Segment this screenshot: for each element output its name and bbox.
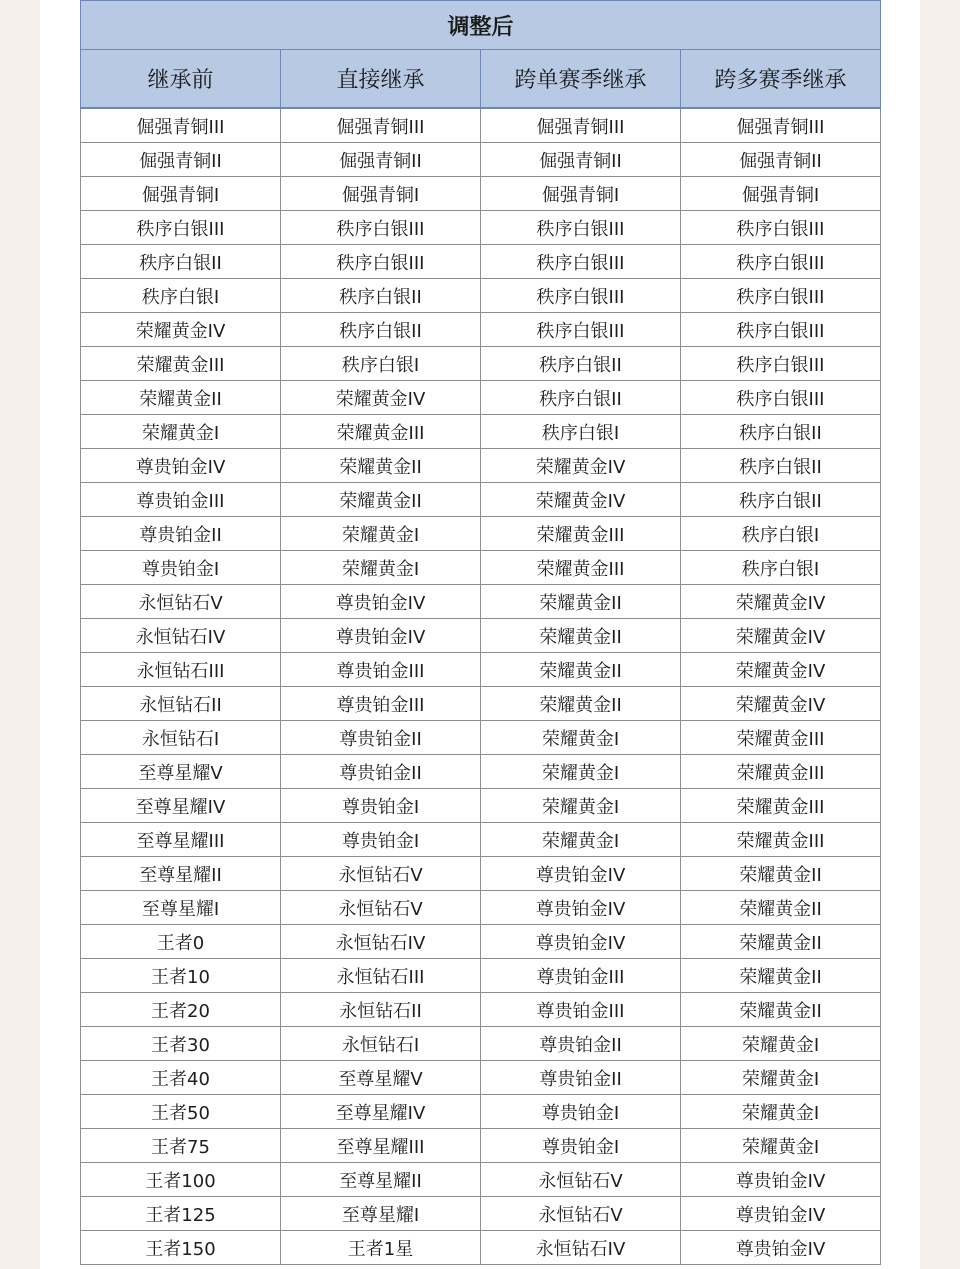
cell-single-season: 尊贵铂金III (481, 959, 681, 993)
cell-before: 尊贵铂金IV (81, 449, 281, 483)
table-row (81, 653, 881, 687)
cell-single-season: 倔强青铜III (481, 108, 681, 143)
cell-before: 倔强青铜I (81, 177, 281, 211)
table-row (81, 619, 881, 653)
cell-multi-season: 秩序白银II (681, 415, 881, 449)
table-row (81, 925, 881, 959)
cell-single-season: 荣耀黄金I (481, 789, 681, 823)
table-row (81, 993, 881, 1027)
cell-direct: 至尊星耀II (281, 1163, 481, 1197)
cell-single-season: 倔强青铜II (481, 143, 681, 177)
cell-single-season: 荣耀黄金I (481, 721, 681, 755)
cell-before: 至尊星耀V (81, 755, 281, 789)
cell-before: 秩序白银I (81, 279, 281, 313)
cell-multi-season: 荣耀黄金I (681, 1061, 881, 1095)
table-row (81, 721, 881, 755)
cell-multi-season: 秩序白银III (681, 381, 881, 415)
cell-single-season: 尊贵铂金I (481, 1095, 681, 1129)
table-body (81, 108, 881, 1265)
cell-single-season: 荣耀黄金III (481, 517, 681, 551)
table-row (81, 245, 881, 279)
cell-multi-season: 荣耀黄金I (681, 1095, 881, 1129)
column-header-single-season: 跨单赛季继承 (481, 50, 681, 109)
cell-multi-season: 荣耀黄金III (681, 721, 881, 755)
cell-direct: 至尊星耀IV (281, 1095, 481, 1129)
cell-before: 至尊星耀I (81, 891, 281, 925)
cell-direct: 永恒钻石III (281, 959, 481, 993)
table-row (81, 313, 881, 347)
cell-before: 永恒钻石IV (81, 619, 281, 653)
table-row (81, 1129, 881, 1163)
cell-multi-season: 秩序白银II (681, 449, 881, 483)
cell-single-season: 永恒钻石V (481, 1197, 681, 1231)
cell-single-season: 荣耀黄金II (481, 585, 681, 619)
cell-single-season: 荣耀黄金II (481, 619, 681, 653)
table-row (81, 1231, 881, 1265)
table-row (81, 585, 881, 619)
cell-direct: 荣耀黄金II (281, 483, 481, 517)
cell-single-season: 倔强青铜I (481, 177, 681, 211)
cell-direct: 尊贵铂金I (281, 823, 481, 857)
cell-multi-season: 秩序白银I (681, 517, 881, 551)
cell-direct: 秩序白银I (281, 347, 481, 381)
cell-direct: 永恒钻石V (281, 857, 481, 891)
cell-multi-season: 倔强青铜II (681, 143, 881, 177)
cell-multi-season: 倔强青铜III (681, 108, 881, 143)
cell-direct: 倔强青铜III (281, 108, 481, 143)
cell-single-season: 秩序白银III (481, 279, 681, 313)
table-row (81, 1027, 881, 1061)
cell-before: 王者150 (81, 1231, 281, 1265)
table-row (81, 108, 881, 143)
cell-direct: 倔强青铜I (281, 177, 481, 211)
cell-direct: 荣耀黄金I (281, 551, 481, 585)
table-row (81, 823, 881, 857)
cell-before: 荣耀黄金I (81, 415, 281, 449)
table-row (81, 857, 881, 891)
cell-before: 王者40 (81, 1061, 281, 1095)
cell-before: 永恒钻石III (81, 653, 281, 687)
cell-multi-season: 秩序白银III (681, 313, 881, 347)
cell-direct: 永恒钻石I (281, 1027, 481, 1061)
cell-before: 倔强青铜II (81, 143, 281, 177)
table-row (81, 1163, 881, 1197)
cell-direct: 尊贵铂金III (281, 687, 481, 721)
cell-before: 尊贵铂金III (81, 483, 281, 517)
cell-single-season: 尊贵铂金IV (481, 891, 681, 925)
table-row (81, 959, 881, 993)
cell-direct: 尊贵铂金III (281, 653, 481, 687)
table-title: 调整后 (81, 1, 881, 50)
cell-before: 尊贵铂金I (81, 551, 281, 585)
cell-multi-season: 尊贵铂金IV (681, 1163, 881, 1197)
cell-single-season: 荣耀黄金III (481, 551, 681, 585)
cell-direct: 尊贵铂金I (281, 789, 481, 823)
title-row (81, 1, 881, 50)
cell-multi-season: 荣耀黄金III (681, 823, 881, 857)
cell-single-season: 尊贵铂金I (481, 1129, 681, 1163)
cell-direct: 永恒钻石IV (281, 925, 481, 959)
table-row (81, 1197, 881, 1231)
cell-multi-season: 荣耀黄金III (681, 789, 881, 823)
cell-before: 倔强青铜III (81, 108, 281, 143)
cell-single-season: 永恒钻石V (481, 1163, 681, 1197)
cell-multi-season: 荣耀黄金IV (681, 585, 881, 619)
cell-direct: 秩序白银II (281, 279, 481, 313)
table-row (81, 755, 881, 789)
cell-direct: 尊贵铂金IV (281, 585, 481, 619)
cell-direct: 尊贵铂金IV (281, 619, 481, 653)
cell-before: 王者125 (81, 1197, 281, 1231)
cell-direct: 荣耀黄金IV (281, 381, 481, 415)
table-row (81, 551, 881, 585)
cell-multi-season: 秩序白银III (681, 347, 881, 381)
cell-before: 王者20 (81, 993, 281, 1027)
rank-inheritance-table (80, 0, 881, 1265)
table-row (81, 211, 881, 245)
table-row (81, 517, 881, 551)
cell-multi-season: 尊贵铂金IV (681, 1197, 881, 1231)
cell-multi-season: 荣耀黄金II (681, 891, 881, 925)
cell-multi-season: 荣耀黄金I (681, 1027, 881, 1061)
cell-multi-season: 秩序白银III (681, 245, 881, 279)
column-header-multi-season: 跨多赛季继承 (681, 50, 881, 109)
cell-direct: 荣耀黄金I (281, 517, 481, 551)
cell-before: 尊贵铂金II (81, 517, 281, 551)
cell-single-season: 尊贵铂金IV (481, 925, 681, 959)
cell-multi-season: 荣耀黄金III (681, 755, 881, 789)
document-page (40, 0, 920, 1269)
table-row (81, 789, 881, 823)
cell-direct: 永恒钻石II (281, 993, 481, 1027)
cell-direct: 秩序白银III (281, 211, 481, 245)
cell-direct: 荣耀黄金II (281, 449, 481, 483)
cell-before: 王者10 (81, 959, 281, 993)
table-row (81, 449, 881, 483)
cell-single-season: 荣耀黄金II (481, 687, 681, 721)
cell-before: 王者30 (81, 1027, 281, 1061)
table-row (81, 483, 881, 517)
table-row (81, 415, 881, 449)
table-row (81, 381, 881, 415)
cell-multi-season: 尊贵铂金IV (681, 1231, 881, 1265)
cell-single-season: 荣耀黄金I (481, 823, 681, 857)
table-row (81, 347, 881, 381)
cell-before: 王者100 (81, 1163, 281, 1197)
cell-before: 王者50 (81, 1095, 281, 1129)
cell-single-season: 秩序白银II (481, 347, 681, 381)
cell-before: 王者75 (81, 1129, 281, 1163)
cell-before: 荣耀黄金IV (81, 313, 281, 347)
cell-single-season: 秩序白银III (481, 245, 681, 279)
cell-before: 至尊星耀IV (81, 789, 281, 823)
column-header-before: 继承前 (81, 50, 281, 109)
cell-before: 永恒钻石V (81, 585, 281, 619)
cell-single-season: 秩序白银III (481, 211, 681, 245)
cell-direct: 荣耀黄金III (281, 415, 481, 449)
table-row (81, 687, 881, 721)
table-row (81, 143, 881, 177)
cell-multi-season: 倔强青铜I (681, 177, 881, 211)
cell-before: 至尊星耀II (81, 857, 281, 891)
cell-direct: 至尊星耀V (281, 1061, 481, 1095)
cell-before: 荣耀黄金III (81, 347, 281, 381)
cell-single-season: 荣耀黄金IV (481, 483, 681, 517)
cell-multi-season: 荣耀黄金II (681, 925, 881, 959)
cell-direct: 尊贵铂金II (281, 721, 481, 755)
cell-multi-season: 荣耀黄金II (681, 959, 881, 993)
table-row (81, 1095, 881, 1129)
cell-multi-season: 秩序白银III (681, 279, 881, 313)
cell-multi-season: 荣耀黄金IV (681, 687, 881, 721)
table-row (81, 1061, 881, 1095)
cell-direct: 至尊星耀III (281, 1129, 481, 1163)
cell-single-season: 尊贵铂金IV (481, 857, 681, 891)
cell-multi-season: 荣耀黄金IV (681, 619, 881, 653)
cell-direct: 至尊星耀I (281, 1197, 481, 1231)
cell-multi-season: 秩序白银II (681, 483, 881, 517)
cell-single-season: 永恒钻石IV (481, 1231, 681, 1265)
cell-single-season: 荣耀黄金I (481, 755, 681, 789)
cell-before: 秩序白银II (81, 245, 281, 279)
cell-direct: 秩序白银III (281, 245, 481, 279)
table-row (81, 177, 881, 211)
cell-single-season: 荣耀黄金IV (481, 449, 681, 483)
cell-direct: 倔强青铜II (281, 143, 481, 177)
cell-direct: 永恒钻石V (281, 891, 481, 925)
header-row (81, 50, 881, 109)
column-header-direct: 直接继承 (281, 50, 481, 109)
table-row (81, 891, 881, 925)
cell-direct: 王者1星 (281, 1231, 481, 1265)
cell-multi-season: 秩序白银III (681, 211, 881, 245)
cell-single-season: 尊贵铂金III (481, 993, 681, 1027)
cell-direct: 尊贵铂金II (281, 755, 481, 789)
cell-single-season: 秩序白银II (481, 381, 681, 415)
cell-single-season: 荣耀黄金II (481, 653, 681, 687)
cell-single-season: 秩序白银III (481, 313, 681, 347)
cell-multi-season: 荣耀黄金II (681, 993, 881, 1027)
table-row (81, 279, 881, 313)
cell-before: 永恒钻石II (81, 687, 281, 721)
cell-before: 至尊星耀III (81, 823, 281, 857)
cell-multi-season: 荣耀黄金IV (681, 653, 881, 687)
cell-multi-season: 荣耀黄金II (681, 857, 881, 891)
cell-before: 永恒钻石I (81, 721, 281, 755)
cell-single-season: 尊贵铂金II (481, 1061, 681, 1095)
cell-direct: 秩序白银II (281, 313, 481, 347)
cell-single-season: 秩序白银I (481, 415, 681, 449)
cell-before: 荣耀黄金II (81, 381, 281, 415)
cell-before: 秩序白银III (81, 211, 281, 245)
cell-single-season: 尊贵铂金II (481, 1027, 681, 1061)
cell-before: 王者0 (81, 925, 281, 959)
cell-multi-season: 荣耀黄金I (681, 1129, 881, 1163)
cell-multi-season: 秩序白银I (681, 551, 881, 585)
